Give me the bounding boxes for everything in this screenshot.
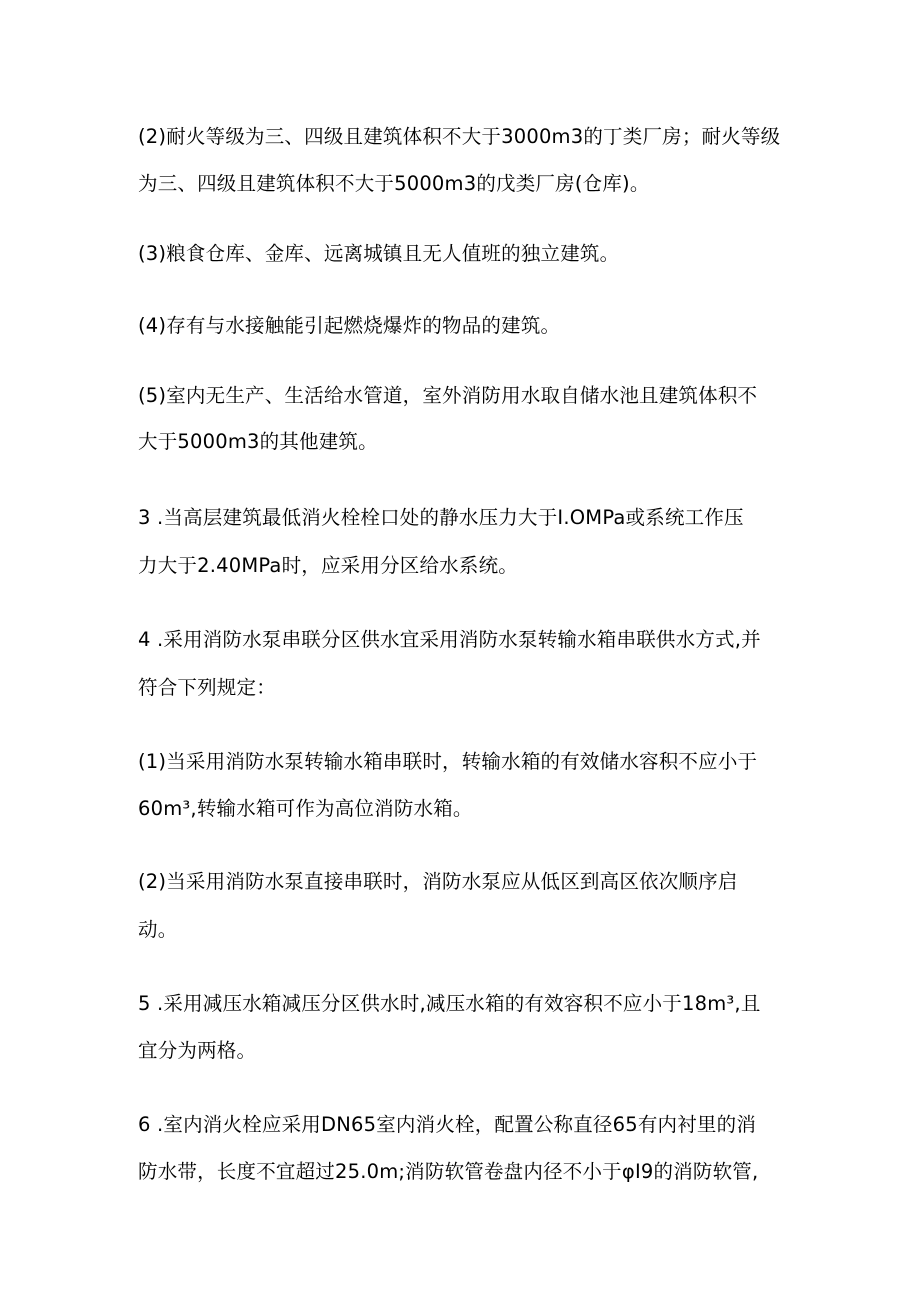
paragraph-line: 为三、四级且建筑体积不大于5000m3的戊类厂房(仓库)。	[138, 172, 650, 195]
paragraph-line: (5)室内无生产、生活给水管道，室外消防用水取自储水池且建筑体积不	[138, 384, 758, 407]
paragraph-line: 动。	[138, 918, 178, 941]
paragraph-line: (1)当采用消防水泵转输水箱串联时，转输水箱的有效储水容积不应小于	[138, 750, 758, 773]
paragraph-line: 防水带，长度不宜超过25.0m;消防软管卷盘内径不小于φI9的消防软管,	[138, 1160, 759, 1183]
paragraph-line: (2)当采用消防水泵直接串联时，消防水泵应从低区到高区依次顺序启	[138, 870, 738, 893]
paragraph-line: (4)存有与水接触能引起燃烧爆炸的物品的建筑。	[138, 314, 561, 337]
paragraph-line: 60m³,转输水箱可作为高位消防水箱。	[138, 797, 473, 820]
paragraph-line: (2)耐火等级为三、四级且建筑体积不大于3000m3的丁类厂房；耐火等级	[138, 125, 781, 148]
paragraph-line: 4 .采用消防水泵串联分区供水宜采用消防水泵转输水箱串联供水方式,并	[138, 628, 761, 651]
paragraph-line: 宜分为两格。	[138, 1039, 257, 1062]
paragraph-line: 大于5000m3的其他建筑。	[138, 430, 378, 453]
paragraph-line: 符合下列规定：	[138, 676, 276, 699]
paragraph-line: 6 .室内消火栓应采用DN65室内消火栓，配置公称直径65有内衬里的消	[138, 1113, 757, 1136]
paragraph-line: 5 .采用减压水箱减压分区供水时,减压水箱的有效容积不应小于18m³,且	[138, 992, 761, 1015]
paragraph-line: (3)粮食仓库、金库、远离城镇且无人值班的独立建筑。	[138, 242, 620, 265]
paragraph-line: 力大于2.40MPa时，应采用分区给水系统。	[138, 554, 518, 577]
paragraph-line: 3 .当高层建筑最低消火栓栓口处的静水压力大于I.OMPa或系统工作压	[138, 506, 744, 529]
